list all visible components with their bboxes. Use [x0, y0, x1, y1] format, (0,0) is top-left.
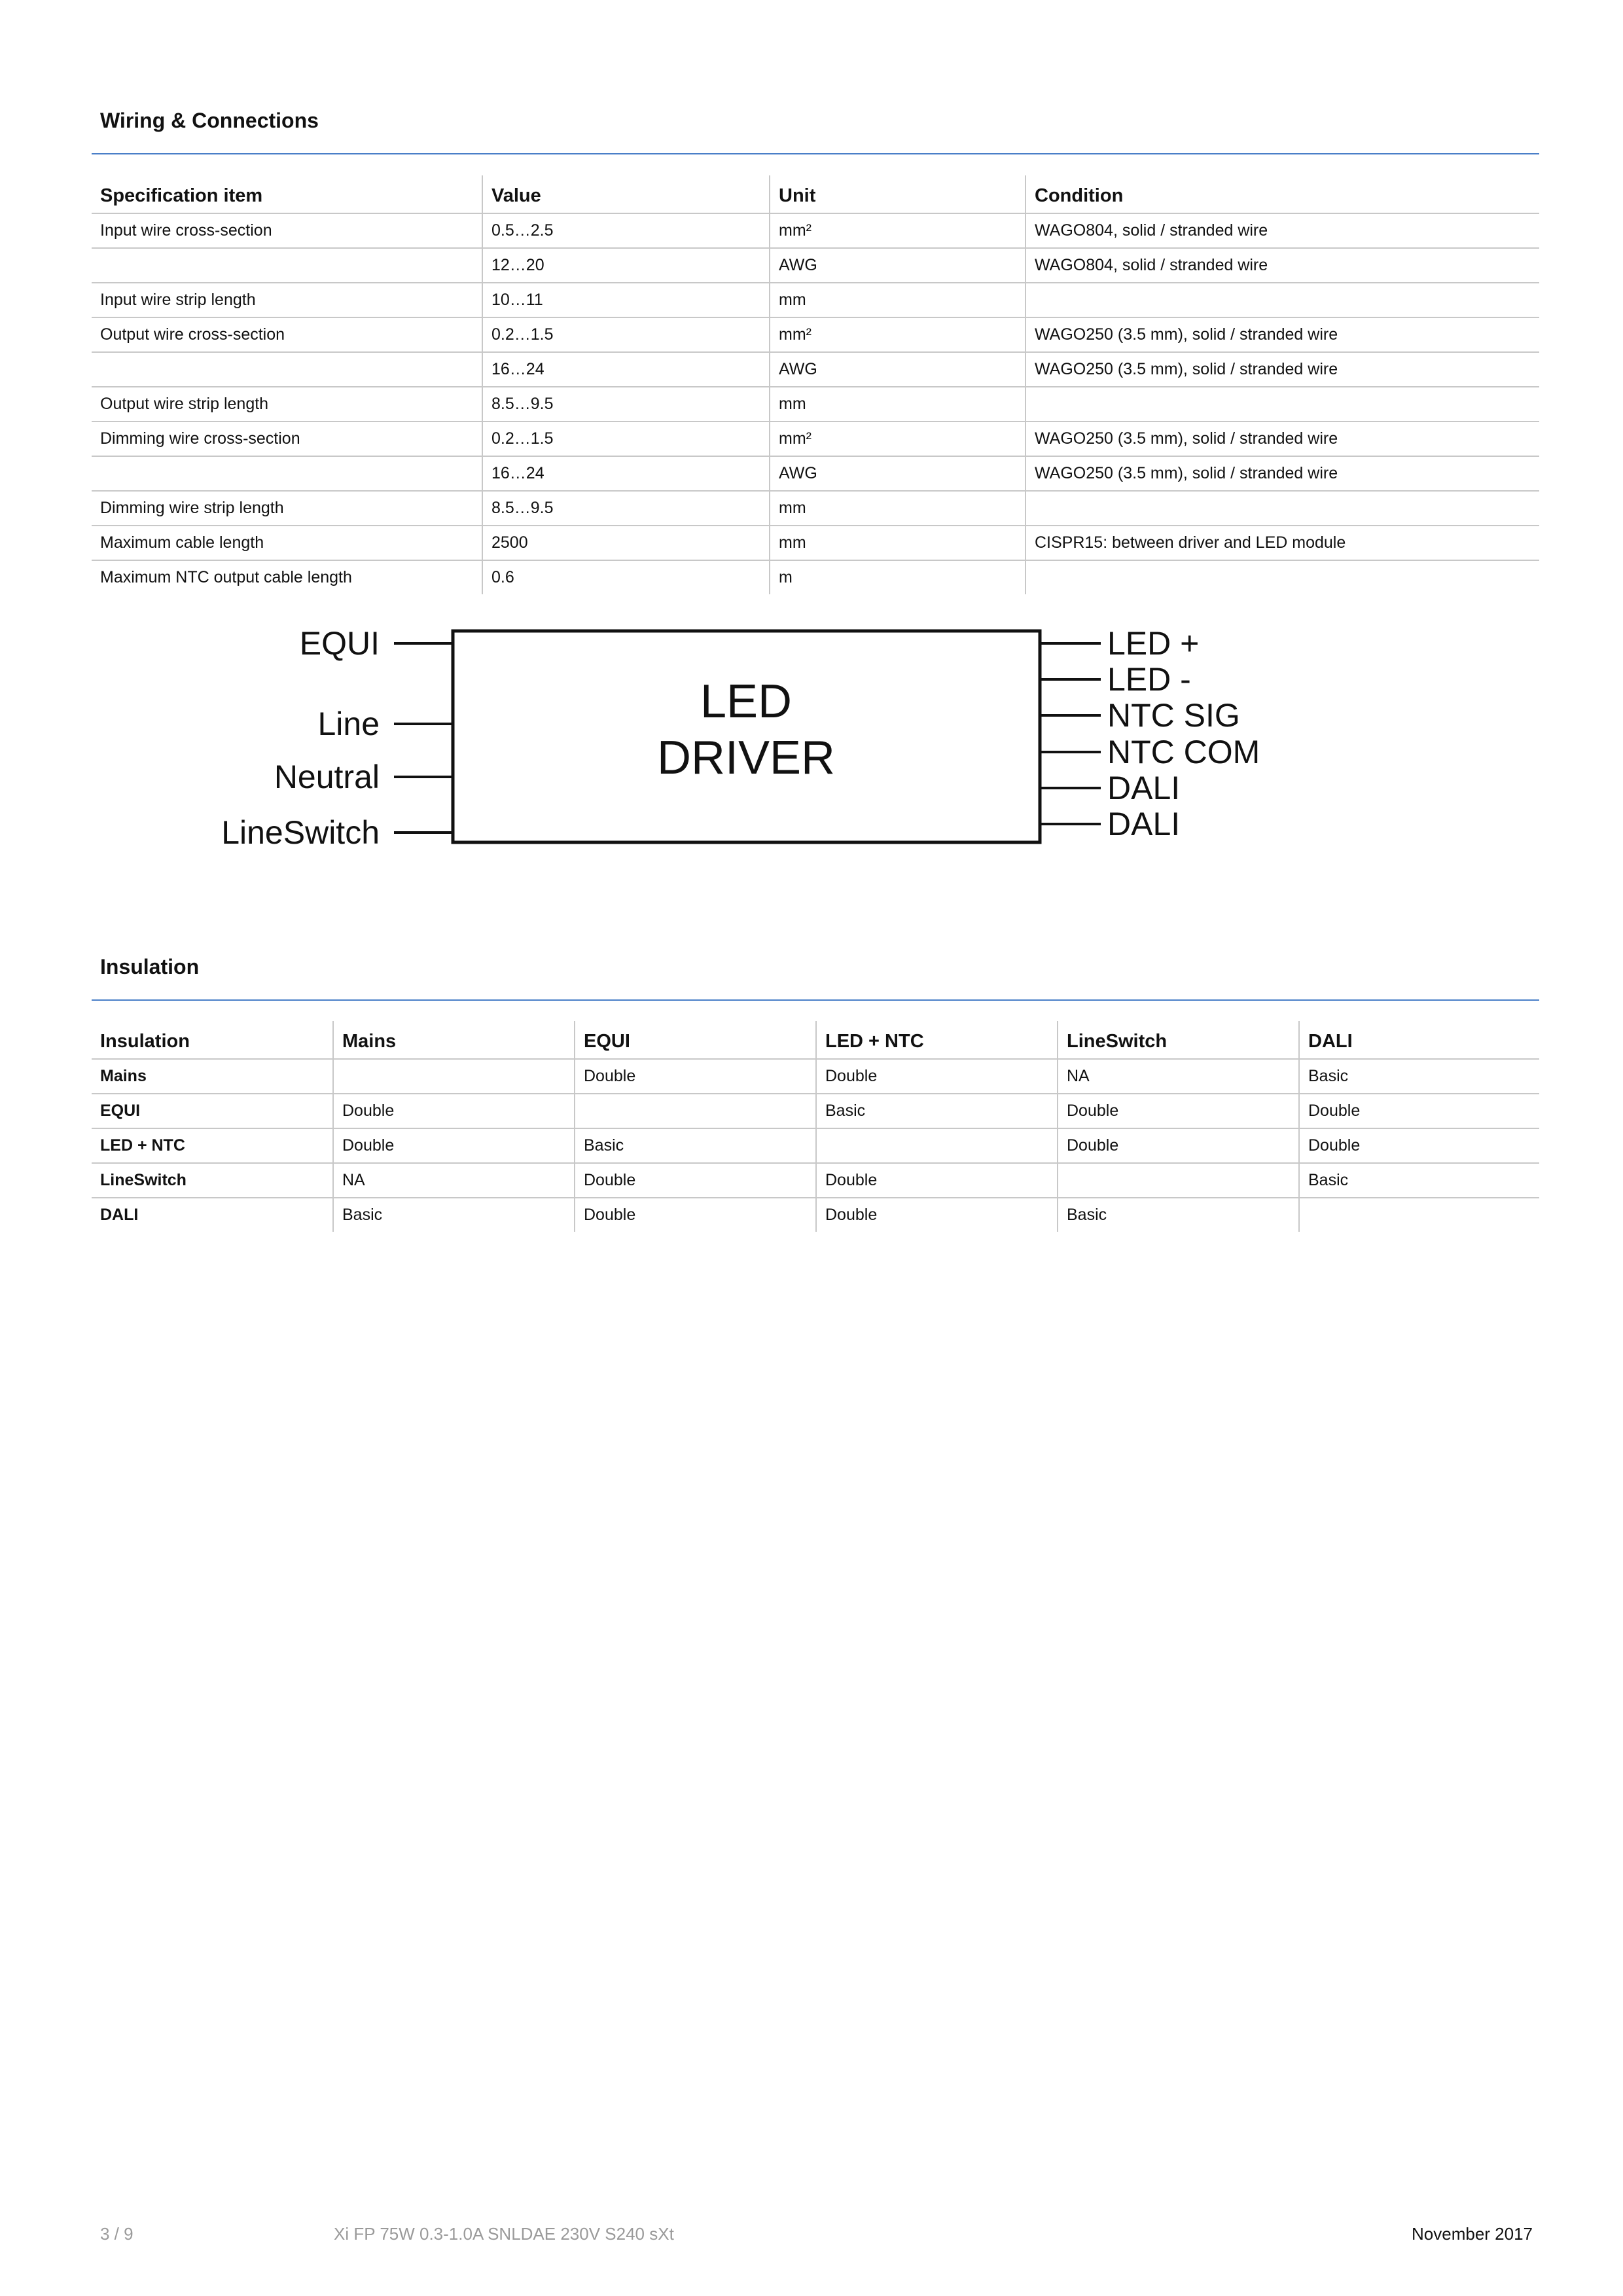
driver-label-line1: LED: [700, 675, 793, 728]
table-cell: WAGO250 (3.5 mm), solid / stranded wire: [1026, 352, 1539, 387]
table-cell: AWG: [770, 456, 1026, 491]
table-cell: Maximum NTC output cable length: [100, 568, 352, 586]
table-cell: Double: [1058, 1094, 1299, 1128]
table-row: [92, 317, 1539, 352]
insulation-header-cell: Mains: [333, 1021, 575, 1059]
insulation-header-cell: DALI: [1299, 1021, 1539, 1059]
insulation-table-body: [92, 1059, 1539, 1232]
terminal-label-lineswitch: LineSwitch: [221, 814, 380, 851]
table-row-header: LineSwitch: [92, 1163, 333, 1198]
page-number: 3 / 9: [100, 2224, 134, 2244]
table-cell: Double: [333, 1128, 575, 1163]
table-cell: [816, 1128, 1058, 1163]
terminal-label-dali-2: DALI: [1107, 806, 1181, 842]
table-cell: Double: [575, 1163, 816, 1198]
table-cell: mm: [770, 491, 1026, 526]
table-cell: [1026, 387, 1539, 422]
insulation-header-cell: Insulation: [92, 1021, 333, 1059]
table-cell: [92, 248, 482, 283]
table-cell: Double: [816, 1059, 1058, 1094]
product-name: Xi FP 75W 0.3-1.0A SNLDAE 230V S240 sXt: [334, 2224, 674, 2244]
table-cell: 10…11: [482, 283, 770, 317]
table-cell: 0.2…1.5: [482, 317, 770, 352]
terminal-label-led-plus: LED +: [1107, 625, 1200, 662]
table-cell: NA: [1058, 1059, 1299, 1094]
table-cell: [1026, 283, 1539, 317]
terminal-label-neutral: Neutral: [274, 759, 380, 795]
table-cell: WAGO250 (3.5 mm), solid / stranded wire: [1026, 456, 1539, 491]
wiring-header-cell: Unit: [770, 175, 1026, 213]
insulation-header-cell: LineSwitch: [1058, 1021, 1299, 1059]
table-row: [92, 1163, 1539, 1198]
table-cell: Double: [816, 1163, 1058, 1198]
table-cell: Dimming wire cross-section: [92, 422, 482, 456]
table-cell: Dimming wire strip length: [92, 491, 482, 526]
table-row: [92, 456, 1539, 491]
wiring-table-body: [92, 213, 1539, 594]
insulation-header-cell: LED + NTC: [816, 1021, 1058, 1059]
wiring-header-cell: Value: [482, 175, 770, 213]
table-cell: Basic: [1299, 1059, 1539, 1094]
table-cell: Basic: [1058, 1198, 1299, 1232]
wiring-header-cell: Specification item: [92, 175, 482, 213]
wiring-title-divider: [92, 153, 1539, 154]
table-cell: 0.2…1.5: [482, 422, 770, 456]
table-row: [92, 526, 1539, 560]
table-row-header: DALI: [100, 1206, 139, 1224]
table-row: [92, 1094, 1539, 1128]
table-row: [92, 491, 1539, 526]
table-cell: [333, 1059, 575, 1094]
insulation-title-divider: [92, 999, 1539, 1001]
wiring-diagram: [0, 609, 1623, 857]
table-cell: WAGO804, solid / stranded wire: [1026, 213, 1539, 248]
table-cell: [92, 456, 482, 491]
terminal-label-ntc-com: NTC COM: [1107, 734, 1260, 770]
table-cell: [1058, 1163, 1299, 1198]
wiring-header-cell: Condition: [1026, 175, 1539, 213]
table-cell: 8.5…9.5: [482, 387, 770, 422]
table-cell: CISPR15: between driver and LED module: [1026, 526, 1539, 560]
table-cell: 0.6: [482, 560, 770, 594]
table-cell: WAGO250 (3.5 mm), solid / stranded wire: [1026, 317, 1539, 352]
table-cell: 8.5…9.5: [482, 491, 770, 526]
table-cell: mm: [770, 283, 1026, 317]
table-cell: mm²: [770, 422, 1026, 456]
insulation-table: [92, 1021, 1539, 1232]
table-cell: Double: [333, 1094, 575, 1128]
table-cell: 16…24: [482, 352, 770, 387]
table-row: [92, 1198, 1539, 1232]
table-cell: [1026, 560, 1539, 594]
wiring-section-title: Wiring & Connections: [100, 109, 319, 132]
terminal-label-dali-1: DALI: [1107, 770, 1181, 806]
table-cell: Input wire cross-section: [92, 213, 482, 248]
table-cell: Input wire strip length: [92, 283, 482, 317]
wiring-header-row: [92, 175, 1539, 213]
table-cell: 0.5…2.5: [482, 213, 770, 248]
table-row: [92, 1128, 1539, 1163]
table-cell: m: [770, 560, 1026, 594]
table-cell: Output wire strip length: [92, 387, 482, 422]
document-date: November 2017: [1412, 2224, 1533, 2244]
terminal-label-equi: EQUI: [299, 625, 380, 662]
table-cell: AWG: [770, 248, 1026, 283]
insulation-header-cell: EQUI: [575, 1021, 816, 1059]
table-cell: Basic: [816, 1094, 1058, 1128]
table-cell: [92, 352, 482, 387]
table-cell: WAGO250 (3.5 mm), solid / stranded wire: [1026, 422, 1539, 456]
terminal-label-led-minus: LED -: [1107, 661, 1191, 698]
table-row: [92, 352, 1539, 387]
table-row: [92, 422, 1539, 456]
terminal-label-line: Line: [317, 706, 380, 742]
table-row-header: EQUI: [92, 1094, 333, 1128]
insulation-header-row: [92, 1021, 1539, 1059]
wiring-table: [92, 175, 1539, 594]
table-cell: WAGO804, solid / stranded wire: [1026, 248, 1539, 283]
table-cell: AWG: [770, 352, 1026, 387]
table-cell: Double: [1299, 1094, 1539, 1128]
table-cell: mm: [770, 387, 1026, 422]
table-cell: 16…24: [482, 456, 770, 491]
table-cell: Basic: [1299, 1163, 1539, 1198]
table-cell: Basic: [575, 1128, 816, 1163]
table-row: [92, 283, 1539, 317]
table-cell: mm²: [770, 317, 1026, 352]
table-row: [92, 248, 1539, 283]
table-cell: [1299, 1198, 1539, 1232]
insulation-section-title: Insulation: [100, 955, 200, 978]
table-cell: [1026, 491, 1539, 526]
table-cell: 12…20: [482, 248, 770, 283]
driver-label-line2: DRIVER: [656, 732, 836, 784]
table-cell: mm²: [770, 213, 1026, 248]
table-cell: NA: [333, 1163, 575, 1198]
table-cell: [575, 1094, 816, 1128]
table-cell: Double: [575, 1059, 816, 1094]
table-row: [92, 560, 1539, 594]
table-cell: Basic: [333, 1198, 575, 1232]
table-cell: Double: [1299, 1128, 1539, 1163]
table-row: [92, 213, 1539, 248]
table-cell: Double: [1058, 1128, 1299, 1163]
table-row-header: Mains: [92, 1059, 333, 1094]
table-row: [92, 387, 1539, 422]
terminal-label-ntc-sig: NTC SIG: [1107, 697, 1240, 734]
table-cell: Double: [816, 1198, 1058, 1232]
table-cell: 2500: [482, 526, 770, 560]
table-cell: Double: [575, 1198, 816, 1232]
table-row: [92, 1059, 1539, 1094]
table-cell: mm: [770, 526, 1026, 560]
table-row-header: LED + NTC: [92, 1128, 333, 1163]
table-cell: Maximum cable length: [92, 526, 482, 560]
table-cell: Output wire cross-section: [92, 317, 482, 352]
